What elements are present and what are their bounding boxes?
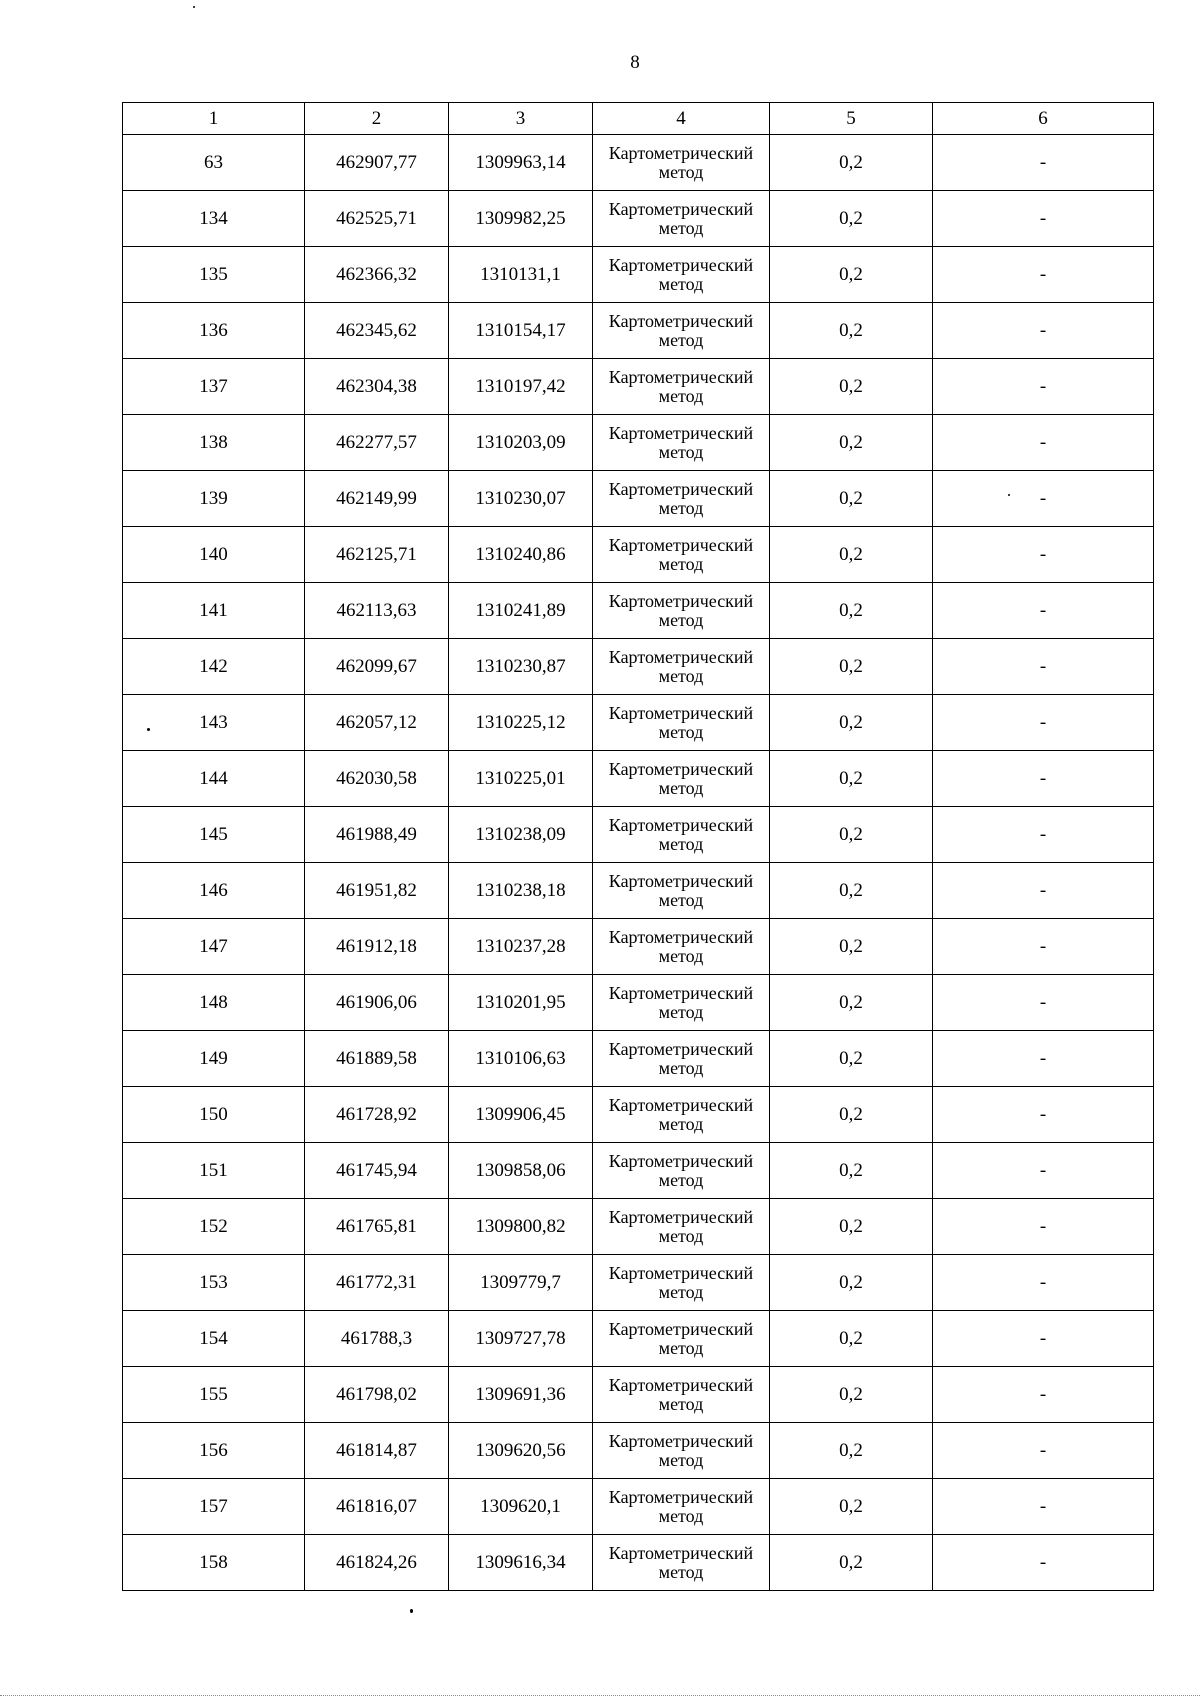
x-coordinate-cell: 462907,77 (305, 135, 449, 191)
accuracy-cell: 0,2 (770, 359, 933, 415)
accuracy-cell: 0,2 (770, 695, 933, 751)
x-coordinate-cell: 461788,3 (305, 1311, 449, 1367)
method-line-1: Картометрический (608, 422, 754, 443)
x-coordinate-cell: 461988,49 (305, 807, 449, 863)
note-cell: - (933, 919, 1154, 975)
method-cell (593, 135, 770, 191)
method-line-1: Картометрический (608, 1038, 754, 1059)
x-coordinate-cell: 461906,06 (305, 975, 449, 1031)
point-number-cell: 150 (123, 1087, 305, 1143)
note-cell: - (933, 1143, 1154, 1199)
method-cell (593, 807, 770, 863)
accuracy-cell: 0,2 (770, 639, 933, 695)
method-cell (593, 1423, 770, 1479)
method-line-2: метод (658, 1057, 704, 1078)
method-line-1: Картометрический (608, 534, 754, 555)
method-cell (593, 1031, 770, 1087)
table-row (123, 1143, 1154, 1199)
accuracy-cell: 0,2 (770, 527, 933, 583)
y-coordinate-cell: 1310230,07 (449, 471, 593, 527)
method-cell (593, 527, 770, 583)
column-header-4: 4 (593, 103, 770, 135)
y-coordinate-cell: 1310131,1 (449, 247, 593, 303)
point-number-cell: 155 (123, 1367, 305, 1423)
method-line-2: метод (658, 1337, 704, 1358)
note-cell: - (933, 583, 1154, 639)
y-coordinate-cell: 1310241,89 (449, 583, 593, 639)
y-coordinate-cell: 1310203,09 (449, 415, 593, 471)
point-number-cell: 142 (123, 639, 305, 695)
method-line-2: метод (658, 553, 704, 574)
note-cell: - (933, 695, 1154, 751)
method-line-2: метод (658, 609, 704, 630)
accuracy-cell: 0,2 (770, 1143, 933, 1199)
x-coordinate-cell: 462366,32 (305, 247, 449, 303)
method-line-1: Картометрический (608, 590, 754, 611)
point-number-cell: 156 (123, 1423, 305, 1479)
table-row (123, 695, 1154, 751)
table-row (123, 1423, 1154, 1479)
note-cell: - (933, 639, 1154, 695)
method-cell (593, 1199, 770, 1255)
y-coordinate-cell: 1309691,36 (449, 1367, 593, 1423)
point-number-cell: 149 (123, 1031, 305, 1087)
note-cell: - (933, 247, 1154, 303)
method-cell (593, 247, 770, 303)
y-coordinate-cell: 1310238,18 (449, 863, 593, 919)
table-row (123, 1535, 1154, 1591)
method-cell (593, 1479, 770, 1535)
method-line-2: метод (658, 273, 704, 294)
accuracy-cell: 0,2 (770, 807, 933, 863)
table-header (123, 103, 1154, 135)
y-coordinate-cell: 1309727,78 (449, 1311, 593, 1367)
method-line-2: метод (658, 1393, 704, 1414)
method-cell (593, 1367, 770, 1423)
y-coordinate-cell: 1309906,45 (449, 1087, 593, 1143)
table-row (123, 247, 1154, 303)
method-line-2: метод (658, 1505, 704, 1526)
coordinates-table (122, 102, 1154, 1591)
scan-speck (410, 1609, 413, 1613)
y-coordinate-cell: 1309858,06 (449, 1143, 593, 1199)
y-coordinate-cell: 1310154,17 (449, 303, 593, 359)
point-number-cell: 147 (123, 919, 305, 975)
method-cell (593, 695, 770, 751)
point-number-cell: 144 (123, 751, 305, 807)
accuracy-cell: 0,2 (770, 135, 933, 191)
method-cell (593, 583, 770, 639)
method-line-1: Картометрический (608, 1094, 754, 1115)
method-line-2: метод (658, 1449, 704, 1470)
x-coordinate-cell: 461816,07 (305, 1479, 449, 1535)
y-coordinate-cell: 1309620,1 (449, 1479, 593, 1535)
note-cell: - (933, 191, 1154, 247)
x-coordinate-cell: 462030,58 (305, 751, 449, 807)
point-number-cell: 145 (123, 807, 305, 863)
table-row (123, 191, 1154, 247)
table-row (123, 303, 1154, 359)
y-coordinate-cell: 1309779,7 (449, 1255, 593, 1311)
method-line-1: Картометрический (608, 142, 754, 163)
x-coordinate-cell: 461772,31 (305, 1255, 449, 1311)
method-line-2: метод (658, 161, 704, 182)
scan-speck (193, 6, 195, 8)
method-line-1: Картометрический (608, 1318, 754, 1339)
table-row (123, 1255, 1154, 1311)
scan-speck (1008, 494, 1010, 496)
method-line-2: метод (658, 1561, 704, 1582)
scan-speck (147, 728, 150, 731)
method-line-1: Картометрический (608, 198, 754, 219)
method-cell (593, 751, 770, 807)
column-header-2: 2 (305, 103, 449, 135)
table-row (123, 1031, 1154, 1087)
method-cell (593, 919, 770, 975)
y-coordinate-cell: 1310225,12 (449, 695, 593, 751)
method-cell (593, 191, 770, 247)
point-number-cell: 141 (123, 583, 305, 639)
method-cell (593, 471, 770, 527)
method-line-1: Картометрический (608, 982, 754, 1003)
accuracy-cell: 0,2 (770, 863, 933, 919)
method-line-1: Картометрический (608, 814, 754, 835)
page-number: 8 (630, 52, 640, 73)
x-coordinate-cell: 462277,57 (305, 415, 449, 471)
note-cell: - (933, 1087, 1154, 1143)
y-coordinate-cell: 1309963,14 (449, 135, 593, 191)
accuracy-cell: 0,2 (770, 975, 933, 1031)
method-line-2: метод (658, 665, 704, 686)
method-line-1: Картометрический (608, 926, 754, 947)
accuracy-cell: 0,2 (770, 751, 933, 807)
table-row (123, 527, 1154, 583)
method-line-1: Картометрический (608, 1486, 754, 1507)
method-line-2: метод (658, 217, 704, 238)
accuracy-cell: 0,2 (770, 1031, 933, 1087)
method-cell (593, 415, 770, 471)
method-line-2: метод (658, 329, 704, 350)
method-line-1: Картометрический (608, 702, 754, 723)
table-row (123, 415, 1154, 471)
point-number-cell: 154 (123, 1311, 305, 1367)
x-coordinate-cell: 461765,81 (305, 1199, 449, 1255)
table-row (123, 1367, 1154, 1423)
method-line-2: метод (658, 441, 704, 462)
method-cell (593, 359, 770, 415)
point-number-cell: 134 (123, 191, 305, 247)
x-coordinate-cell: 461889,58 (305, 1031, 449, 1087)
accuracy-cell: 0,2 (770, 1311, 933, 1367)
table-body (123, 135, 1154, 1591)
x-coordinate-cell: 462125,71 (305, 527, 449, 583)
point-number-cell: 140 (123, 527, 305, 583)
method-cell (593, 975, 770, 1031)
accuracy-cell: 0,2 (770, 303, 933, 359)
method-cell (593, 863, 770, 919)
x-coordinate-cell: 461824,26 (305, 1535, 449, 1591)
column-header-3: 3 (449, 103, 593, 135)
y-coordinate-cell: 1309616,34 (449, 1535, 593, 1591)
table-row (123, 471, 1154, 527)
table-row (123, 135, 1154, 191)
x-coordinate-cell: 462525,71 (305, 191, 449, 247)
accuracy-cell: 0,2 (770, 247, 933, 303)
method-line-2: метод (658, 385, 704, 406)
table-row (123, 807, 1154, 863)
method-line-1: Картометрический (608, 1374, 754, 1395)
accuracy-cell: 0,2 (770, 1367, 933, 1423)
note-cell: - (933, 1311, 1154, 1367)
y-coordinate-cell: 1310240,86 (449, 527, 593, 583)
x-coordinate-cell: 462345,62 (305, 303, 449, 359)
method-cell (593, 1311, 770, 1367)
note-cell: - (933, 471, 1154, 527)
method-line-1: Картометрический (608, 254, 754, 275)
note-cell: - (933, 303, 1154, 359)
method-cell (593, 303, 770, 359)
x-coordinate-cell: 461745,94 (305, 1143, 449, 1199)
y-coordinate-cell: 1310237,28 (449, 919, 593, 975)
note-cell: - (933, 1255, 1154, 1311)
method-line-2: метод (658, 1113, 704, 1134)
method-cell (593, 1255, 770, 1311)
y-coordinate-cell: 1310197,42 (449, 359, 593, 415)
table-row (123, 919, 1154, 975)
column-header-5: 5 (770, 103, 933, 135)
x-coordinate-cell: 461814,87 (305, 1423, 449, 1479)
note-cell: - (933, 359, 1154, 415)
accuracy-cell: 0,2 (770, 1479, 933, 1535)
note-cell: - (933, 527, 1154, 583)
note-cell: - (933, 1031, 1154, 1087)
table-row (123, 1087, 1154, 1143)
point-number-cell: 158 (123, 1535, 305, 1591)
note-cell: - (933, 1367, 1154, 1423)
method-line-1: Картометрический (608, 1542, 754, 1563)
method-line-1: Картометрический (608, 758, 754, 779)
header-row (123, 103, 1154, 135)
point-number-cell: 139 (123, 471, 305, 527)
method-cell (593, 1143, 770, 1199)
column-header-6: 6 (933, 103, 1154, 135)
method-line-1: Картометрический (608, 1150, 754, 1171)
accuracy-cell: 0,2 (770, 919, 933, 975)
point-number-cell: 153 (123, 1255, 305, 1311)
table-row (123, 863, 1154, 919)
method-line-2: метод (658, 1225, 704, 1246)
y-coordinate-cell: 1310201,95 (449, 975, 593, 1031)
scan-edge-line (0, 1695, 1200, 1696)
method-line-2: метод (658, 721, 704, 742)
point-number-cell: 146 (123, 863, 305, 919)
table-row (123, 583, 1154, 639)
method-line-2: метод (658, 945, 704, 966)
table-row (123, 975, 1154, 1031)
note-cell: - (933, 1199, 1154, 1255)
y-coordinate-cell: 1310238,09 (449, 807, 593, 863)
note-cell: - (933, 1423, 1154, 1479)
method-line-1: Картометрический (608, 1430, 754, 1451)
method-cell (593, 1535, 770, 1591)
method-line-2: метод (658, 889, 704, 910)
y-coordinate-cell: 1310106,63 (449, 1031, 593, 1087)
y-coordinate-cell: 1310230,87 (449, 639, 593, 695)
table-row (123, 1479, 1154, 1535)
y-coordinate-cell: 1309982,25 (449, 191, 593, 247)
y-coordinate-cell: 1309620,56 (449, 1423, 593, 1479)
method-line-2: метод (658, 777, 704, 798)
method-line-2: метод (658, 833, 704, 854)
method-line-1: Картометрический (608, 478, 754, 499)
accuracy-cell: 0,2 (770, 583, 933, 639)
y-coordinate-cell: 1309800,82 (449, 1199, 593, 1255)
point-number-cell: 63 (123, 135, 305, 191)
method-line-2: метод (658, 497, 704, 518)
method-cell (593, 1087, 770, 1143)
table-row (123, 1199, 1154, 1255)
accuracy-cell: 0,2 (770, 1423, 933, 1479)
column-header-1: 1 (123, 103, 305, 135)
y-coordinate-cell: 1310225,01 (449, 751, 593, 807)
accuracy-cell: 0,2 (770, 191, 933, 247)
note-cell: - (933, 415, 1154, 471)
method-line-1: Картометрический (608, 646, 754, 667)
x-coordinate-cell: 461728,92 (305, 1087, 449, 1143)
point-number-cell: 135 (123, 247, 305, 303)
note-cell: - (933, 975, 1154, 1031)
x-coordinate-cell: 461951,82 (305, 863, 449, 919)
x-coordinate-cell: 462099,67 (305, 639, 449, 695)
note-cell: - (933, 1479, 1154, 1535)
x-coordinate-cell: 462149,99 (305, 471, 449, 527)
point-number-cell: 151 (123, 1143, 305, 1199)
accuracy-cell: 0,2 (770, 415, 933, 471)
point-number-cell: 136 (123, 303, 305, 359)
method-cell (593, 639, 770, 695)
table-row (123, 359, 1154, 415)
accuracy-cell: 0,2 (770, 1199, 933, 1255)
method-line-2: метод (658, 1001, 704, 1022)
method-line-1: Картометрический (608, 310, 754, 331)
point-number-cell: 157 (123, 1479, 305, 1535)
method-line-1: Картометрический (608, 1262, 754, 1283)
x-coordinate-cell: 462304,38 (305, 359, 449, 415)
x-coordinate-cell: 461912,18 (305, 919, 449, 975)
method-line-1: Картометрический (608, 1206, 754, 1227)
note-cell: - (933, 135, 1154, 191)
accuracy-cell: 0,2 (770, 1255, 933, 1311)
x-coordinate-cell: 462113,63 (305, 583, 449, 639)
point-number-cell: 137 (123, 359, 305, 415)
method-line-1: Картометрический (608, 366, 754, 387)
point-number-cell: 138 (123, 415, 305, 471)
note-cell: - (933, 1535, 1154, 1591)
table-row (123, 751, 1154, 807)
method-line-2: метод (658, 1169, 704, 1190)
accuracy-cell: 0,2 (770, 1535, 933, 1591)
note-cell: - (933, 863, 1154, 919)
method-line-2: метод (658, 1281, 704, 1302)
point-number-cell: 152 (123, 1199, 305, 1255)
x-coordinate-cell: 462057,12 (305, 695, 449, 751)
method-line-1: Картометрический (608, 870, 754, 891)
table-row (123, 1311, 1154, 1367)
table-row (123, 639, 1154, 695)
point-number-cell: 148 (123, 975, 305, 1031)
note-cell: - (933, 751, 1154, 807)
point-number-cell: 143 (123, 695, 305, 751)
note-cell: - (933, 807, 1154, 863)
x-coordinate-cell: 461798,02 (305, 1367, 449, 1423)
accuracy-cell: 0,2 (770, 471, 933, 527)
accuracy-cell: 0,2 (770, 1087, 933, 1143)
